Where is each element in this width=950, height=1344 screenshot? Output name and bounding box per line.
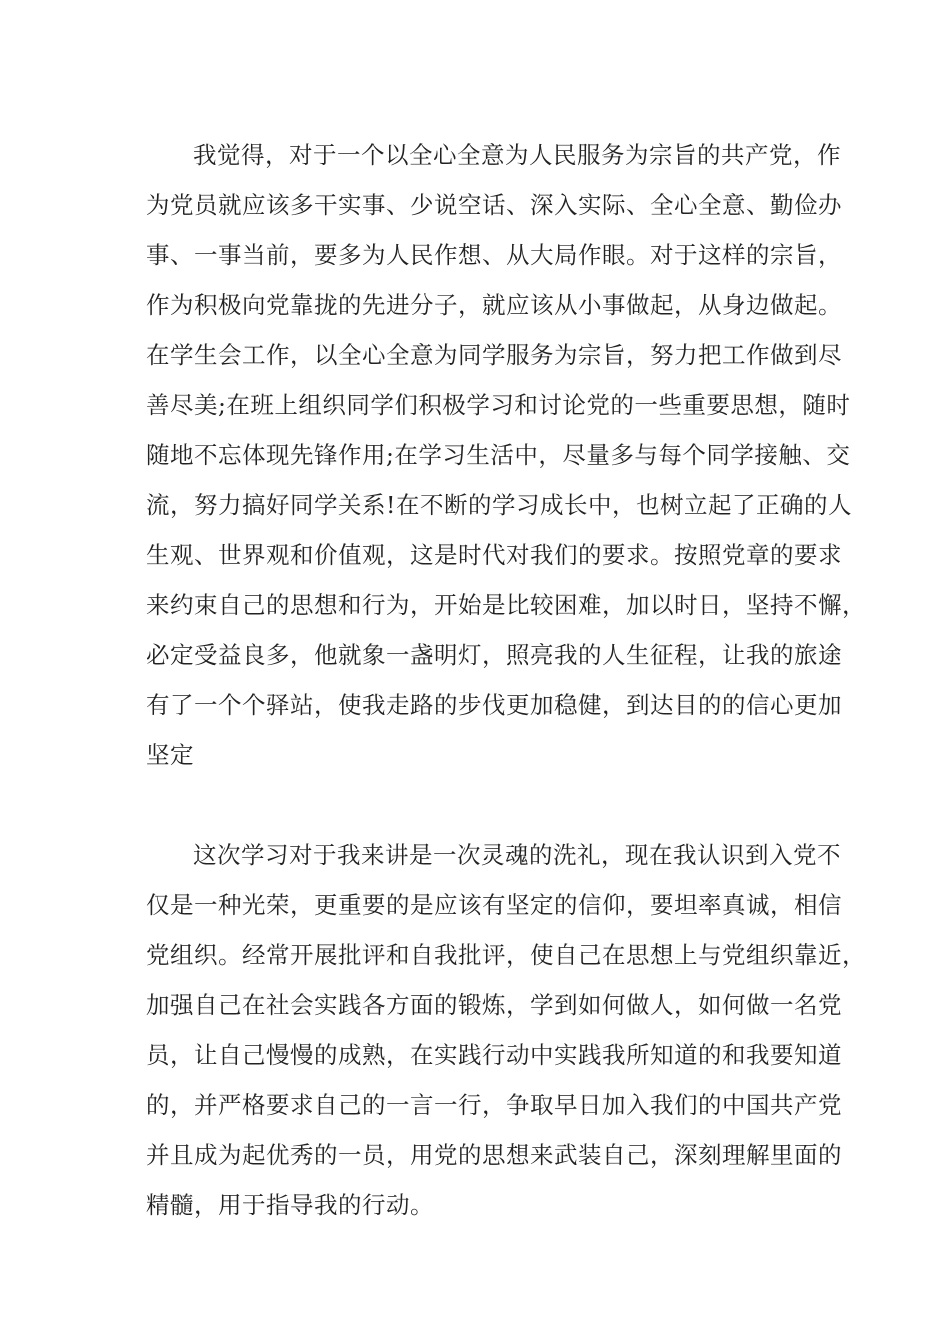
paragraph-spacer (146, 780, 806, 830)
paragraph-line: 流，努力搞好同学关系!在不断的学习成长中，也树立起了正确的人 (146, 491, 852, 519)
paragraph-line: 坚定 (146, 741, 194, 769)
paragraph-line: 我觉得，对于一个以全心全意为人民服务为宗旨的共产党，作 (193, 141, 841, 169)
paragraph-line: 随地不忘体现先锋作用;在学习生活中，尽量多与每个同学接触、交 (146, 441, 851, 469)
paragraph-line: 生观、世界观和价值观，这是时代对我们的要求。按照党章的要求 (146, 541, 842, 569)
paragraph-line: 员，让自己慢慢的成熟，在实践行动中实践我所知道的和我要知道 (146, 1041, 842, 1069)
document-body (146, 130, 866, 1230)
paragraph-1 (146, 130, 866, 780)
paragraph-line: 作为积极向党靠拢的先进分子，就应该从小事做起，从身边做起。 (146, 291, 842, 319)
paragraph-line: 并且成为起优秀的一员，用党的思想来武装自己，深刻理解里面的 (146, 1141, 842, 1169)
paragraph-line: 仅是一种光荣，更重要的是应该有坚定的信仰，要坦率真诚，相信 (146, 891, 842, 919)
paragraph-line: 加强自己在社会实践各方面的锻炼，学到如何做人，如何做一名党 (146, 991, 842, 1019)
paragraph-line: 必定受益良多，他就象一盏明灯，照亮我的人生征程，让我的旅途 (146, 641, 842, 669)
paragraph-line: 在学生会工作，以全心全意为同学服务为宗旨，努力把工作做到尽 (146, 341, 842, 369)
paragraph-line: 为党员就应该多干实事、少说空话、深入实际、全心全意、勤俭办 (146, 191, 842, 219)
paragraph-line: 善尽美;在班上组织同学们积极学习和讨论党的一些重要思想，随时 (146, 391, 851, 419)
paragraph-line: 有了一个个驿站，使我走路的步伐更加稳健，到达目的的信心更加 (146, 691, 842, 719)
paragraph-2 (146, 830, 866, 1230)
paragraph-line: 党组织。经常开展批评和自我批评，使自己在思想上与党组织靠近， (146, 941, 866, 969)
paragraph-line: 的，并严格要求自己的一言一行，争取早日加入我们的中国共产党 (146, 1091, 842, 1119)
paragraph-line: 来约束自己的思想和行为，开始是比较困难，加以时日，坚持不懈， (146, 591, 866, 619)
paragraph-line: 事、一事当前，要多为人民作想、从大局作眼。对于这样的宗旨， (146, 241, 842, 269)
paragraph-line: 这次学习对于我来讲是一次灵魂的洗礼，现在我认识到入党不 (193, 841, 841, 869)
paragraph-line: 精髓，用于指导我的行动。 (146, 1191, 434, 1219)
